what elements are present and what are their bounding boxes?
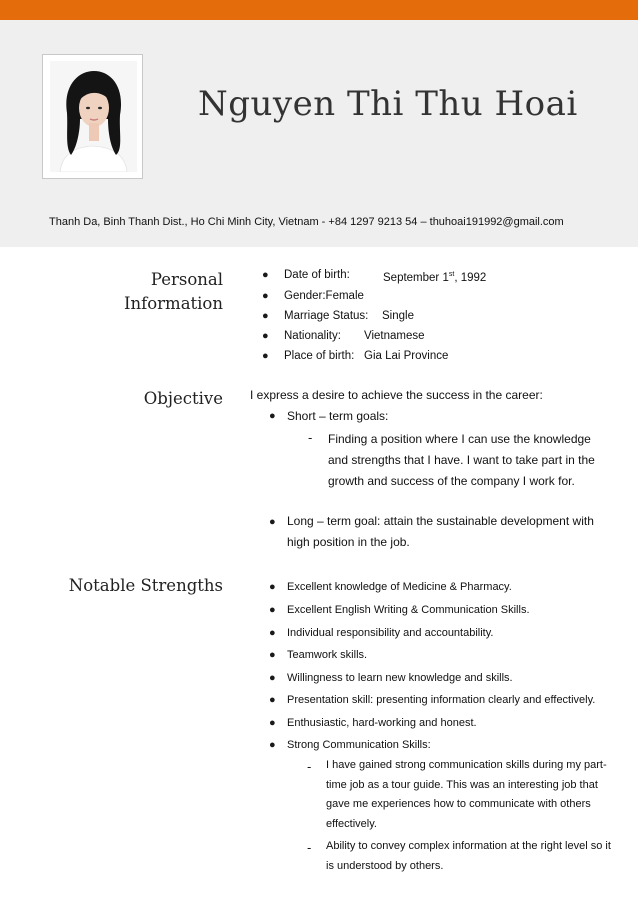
- section-title-line: Information: [123, 294, 223, 313]
- gender: Gender:Female: [284, 290, 364, 302]
- section-title-line: Personal: [150, 270, 223, 289]
- dob-value-sup: st: [448, 271, 455, 278]
- section-title-personal-information: [124, 268, 223, 316]
- nationality-label: Nationality:: [284, 330, 341, 342]
- profile-photo: [50, 61, 137, 172]
- bullet-icon: ●: [262, 290, 269, 302]
- strength-item: Presentation skill: presenting information clearly and effectively.: [287, 694, 596, 706]
- strength-item: Teamwork skills.: [287, 649, 368, 661]
- bullet-icon: ●: [269, 717, 276, 729]
- dash-icon: -: [308, 430, 313, 445]
- bullet-icon: ●: [269, 649, 276, 661]
- marriage-value: Single: [382, 310, 414, 322]
- short-term-label: Short – term goals:: [287, 409, 389, 423]
- contact-line: Thanh Da, Binh Thanh Dist., Ho Chi Minh City, Vietnam - +84 1297 9213 54 – thuhoai191992@gmail.com: [49, 216, 564, 228]
- pob-value: Gia Lai Province: [364, 350, 449, 362]
- strength-item: Excellent knowledge of Medicine & Pharmacy.: [287, 581, 512, 593]
- strength-item: Excellent English Writing & Communication Skills.: [287, 604, 530, 616]
- profile-photo-frame: [42, 54, 143, 179]
- dob-label: Date of birth:: [284, 269, 350, 281]
- bullet-icon: ●: [269, 516, 276, 528]
- bullet-icon: ●: [269, 694, 276, 706]
- bullet-icon: ●: [262, 330, 269, 342]
- section-title-notable-strengths: Notable Strengths: [68, 576, 223, 595]
- bullet-icon: ●: [269, 410, 276, 422]
- dash-icon: -: [307, 759, 312, 774]
- strength-item: Enthusiastic, hard-working and honest.: [287, 717, 477, 729]
- dob-value-text: September 1: [383, 271, 449, 284]
- bullet-icon: ●: [269, 604, 276, 616]
- section-title-objective: Objective: [143, 389, 223, 408]
- top-accent-bar: [0, 0, 638, 20]
- bullet-icon: ●: [262, 310, 269, 322]
- short-term-detail: Finding a position where I can use the knowledge and strengths that I have. I want to take part in the growth and success of the company I work for.: [328, 432, 595, 488]
- long-term-goal: Long – term goal: attain the sustainable development with high position in the job.: [287, 514, 594, 549]
- nationality-value: Vietnamese: [364, 330, 425, 342]
- objective-intro: I express a desire to achieve the success in the career:: [250, 388, 543, 402]
- bullet-icon: ●: [262, 269, 269, 281]
- strength-item: Willingness to learn new knowledge and skills.: [287, 672, 513, 684]
- bullet-icon: ●: [269, 739, 276, 751]
- strength-sub-item: I have gained strong communication skills during my part-time job as a tour guide. This was an interesting job that gave me experiences how to communicate with others effectively.: [326, 759, 607, 830]
- strength-item: Strong Communication Skills:: [287, 739, 431, 751]
- strength-sub-item: Ability to convey complex information at the right level so it is understood by others.: [326, 840, 611, 872]
- dob-value-year: , 1992: [454, 271, 487, 284]
- pob-label: Place of birth:: [284, 350, 355, 362]
- bullet-icon: ●: [262, 350, 269, 362]
- bullet-icon: ●: [269, 627, 276, 639]
- strength-item: Individual responsibility and accountability.: [287, 627, 494, 639]
- dash-icon: -: [307, 840, 312, 855]
- bullet-icon: ●: [269, 672, 276, 684]
- bullet-icon: ●: [269, 581, 276, 593]
- dob-value: [383, 268, 486, 285]
- marriage-label: Marriage Status:: [284, 310, 369, 322]
- candidate-name: Nguyen Thi Thu Hoai: [198, 84, 578, 124]
